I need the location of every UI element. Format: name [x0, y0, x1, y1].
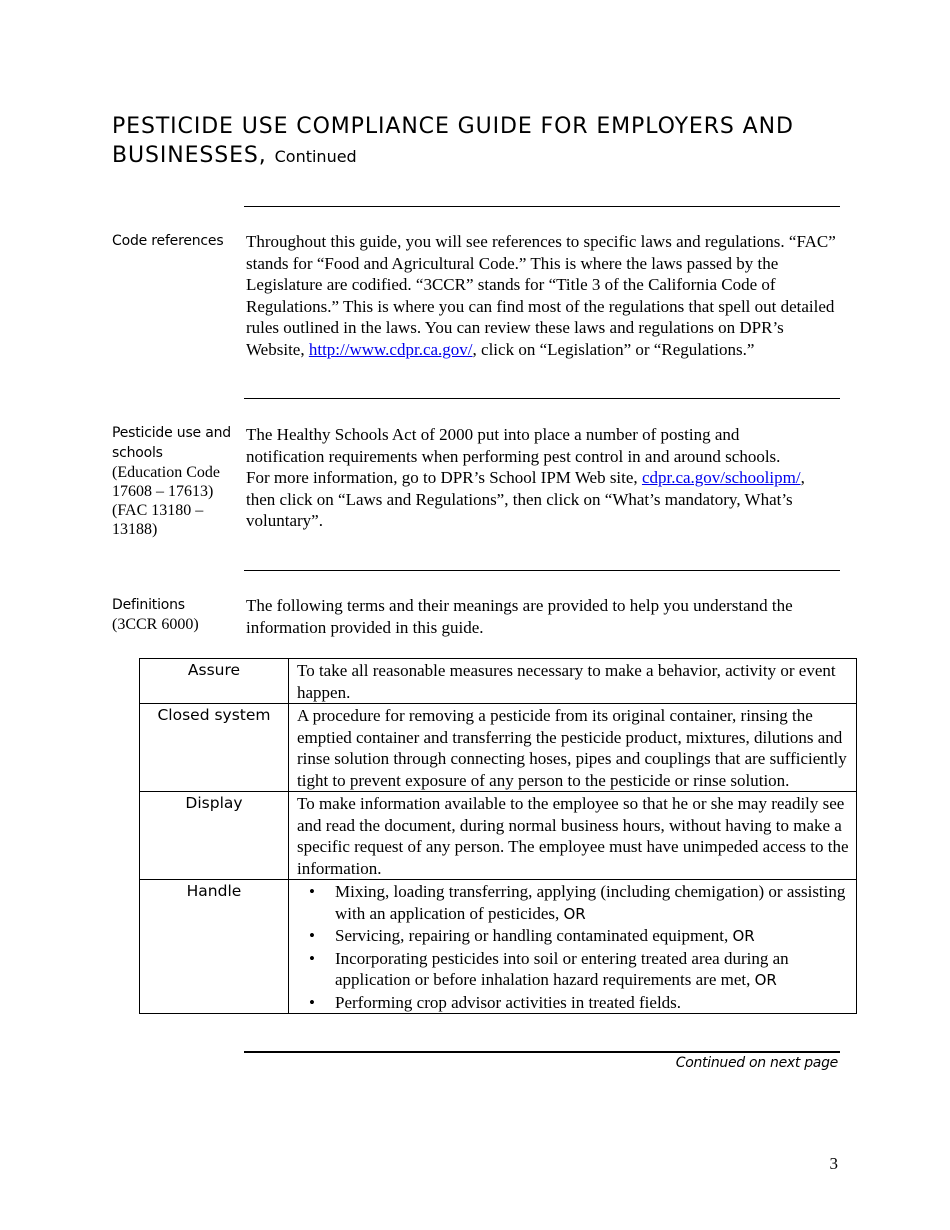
- table-row: [140, 880, 857, 1014]
- term-cell: Assure: [140, 659, 289, 704]
- list-item: [297, 948, 854, 992]
- term-cell: Handle: [140, 880, 289, 1014]
- list-item: [297, 992, 854, 1014]
- schools-text-end: , then click on “Laws and Regulations”, then click on “What’s mandatory, What’s voluntary”.: [246, 468, 805, 530]
- or-keyword: OR: [732, 927, 755, 945]
- definition-cell: To take all reasonable measures necessary to make a behavior, activity or event happen.: [289, 659, 857, 704]
- bullet-text: Servicing, repairing or handling contaminated equipment,: [335, 926, 729, 945]
- table-row: [140, 792, 857, 880]
- term-cell: Display: [140, 792, 289, 880]
- definition-cell: To make information available to the employee so that he or she may readily see and read the document, during normal business hours, without having to make a specific request of any person. The employee must have unimpeded access to the information.: [289, 792, 857, 880]
- list-item: [297, 881, 854, 925]
- term-cell: Closed system: [140, 704, 289, 792]
- section-label-code-references: [112, 231, 236, 251]
- section-label-schools: [112, 423, 234, 539]
- code-references-label: Code references: [112, 233, 224, 249]
- definitions-table: [139, 658, 857, 1014]
- table-row: [140, 704, 857, 792]
- bullet-text: Performing crop advisor activities in treated fields.: [335, 992, 682, 1012]
- definitions-intro: The following terms and their meanings are provided to help you understand the information provided in this guide.: [246, 596, 793, 637]
- code-references-text-end: , click on “Legislation” or “Regulations.”: [472, 339, 755, 359]
- code-references-paragraph: [246, 231, 842, 360]
- page-title-text: PESTICIDE USE COMPLIANCE GUIDE FOR EMPLOYERS AND BUSINESSES,: [112, 114, 794, 168]
- page-number: 3: [829, 1154, 838, 1173]
- handle-bullet-list: [297, 881, 854, 1013]
- school-ipm-link[interactable]: cdpr.ca.gov/schoolipm/: [641, 468, 801, 487]
- definition-cell: A procedure for removing a pesticide from its original container, rinsing the emptied container and transferring the pesticide product, mixtures, dilutions and rinse solution through connecting hoses, pipes and couplings that are sufficiently tight to prevent exposure of any person to the pesticide or rinse solution.: [289, 704, 857, 792]
- section-divider: [244, 570, 840, 571]
- bullet-text: Incorporating pesticides into soil or entering treated area during an application or before inhalation hazard requirements are met,: [335, 948, 789, 989]
- section-divider: [244, 398, 840, 399]
- page-title: [112, 112, 832, 171]
- section-divider: [244, 206, 840, 207]
- definitions-label: Definitions: [112, 597, 185, 613]
- table-row: [140, 659, 857, 704]
- or-keyword: OR: [563, 904, 586, 923]
- schools-fac-code: (FAC 13180 – 13188): [112, 502, 204, 538]
- definitions-code: (3CCR 6000): [112, 616, 199, 633]
- code-references-text: Throughout this guide, you will see references to specific laws and regulations. “FAC” stands for “Food and Agricultural Code.” This is where the laws passed by the Legislature are codified. “3CCR” stands for “Title 3 of the California Code of Regulations.” This is where you can find most of the regulations that spell out detailed rules outlined in the laws. You can review these laws and regulations on DPR’s Website,: [246, 232, 836, 359]
- definition-cell: [289, 880, 857, 1014]
- schools-education-code: (Education Code 17608 – 17613): [112, 464, 220, 500]
- continued-on-next-page: Continued on next page: [675, 1055, 838, 1071]
- schools-paragraph: [246, 424, 806, 532]
- or-keyword: OR: [754, 971, 777, 989]
- schools-text: The Healthy Schools Act of 2000 put into place a number of posting and notification requirements when performing pest control in and around schools. For more information, go to DPR’s School IPM Web site,: [246, 425, 781, 487]
- footer-divider: [244, 1051, 840, 1053]
- list-item: [297, 925, 854, 948]
- section-label-definitions: [112, 595, 236, 634]
- page-title-continued: Continued: [274, 147, 357, 166]
- schools-label: Pesticide use and schools: [112, 425, 231, 461]
- bullet-text: Mixing, loading transferring, applying (including chemigation) or assisting with an application of pesticides,: [335, 882, 846, 923]
- cdpr-website-link[interactable]: http://www.cdpr.ca.gov/: [308, 339, 473, 359]
